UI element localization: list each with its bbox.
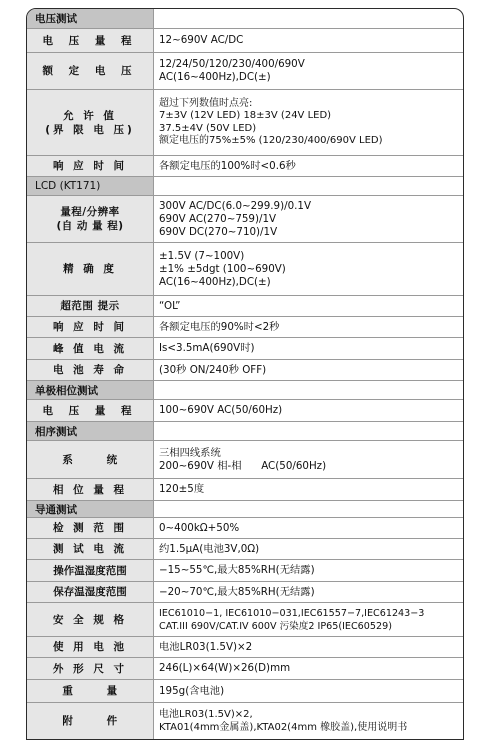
spec-row-detection-range — [27, 518, 463, 539]
spec-label: 峰 值 电 流 — [27, 338, 154, 359]
spec-row-lcd-response — [27, 317, 463, 338]
spec-value: 约1.5μA(电池3V,0Ω) — [159, 542, 260, 555]
spec-value: 195g(含电池) — [159, 684, 225, 697]
spec-table — [26, 8, 464, 740]
spec-value: 246(L)×64(W)×26(D)mm — [159, 662, 291, 674]
spec-label: 测 试 电 流 — [27, 539, 154, 559]
spec-value: −20~70℃,最大85%RH(无结露) — [159, 585, 315, 598]
spec-label: 操作温湿度范围 — [27, 560, 154, 581]
spec-row-voltage-range — [27, 29, 463, 53]
spec-value: 各额定电压的100%时<0.6秒 — [159, 159, 296, 172]
spec-row-test-current — [27, 539, 463, 560]
spec-row-allowed-value — [27, 90, 463, 156]
spec-value: 电池LR03(1.5V)×2, KTA01(4mm金属盖),KTA02(4mm 橡胶盖),使用说明书 — [159, 709, 408, 733]
spec-row-response-time — [27, 156, 463, 177]
section-header-single-phase — [27, 381, 463, 400]
spec-value: 电池LR03(1.5V)×2 — [159, 640, 253, 653]
section-header-lcd — [27, 177, 463, 196]
spec-label: 安 全 规 格 — [27, 603, 154, 636]
spec-label: 使 用 电 池 — [27, 637, 154, 657]
spec-value: 120±5度 — [159, 483, 205, 495]
section-header-phase-sequence — [27, 422, 463, 441]
spec-row-operating-environment — [27, 560, 463, 582]
section-title: 单极相位测试 — [27, 381, 154, 399]
spec-row-dimensions — [27, 658, 463, 680]
spec-value: 300V AC/DC(6.0~299.9)/0.1V 690V AC(270~759)/1V 690V DC(270~710)/1V — [159, 199, 312, 238]
spec-label: 允 许 值 (界 限 电 压) — [27, 90, 154, 155]
spec-value: −15~55℃,最大85%RH(无结露) — [159, 564, 315, 576]
spec-value: “OL” — [159, 299, 181, 312]
section-title: 导通测试 — [27, 501, 154, 517]
section-title: LCD (KT171) — [27, 177, 154, 195]
section-header-voltage — [27, 9, 463, 29]
spec-value: 12~690V AC/DC — [159, 34, 244, 46]
spec-value: 三相四线系统 200~690V 相-相 AC(50/60Hz) — [159, 446, 327, 472]
spec-label: 重 量 — [27, 680, 154, 702]
spec-row-battery — [27, 637, 463, 658]
spec-label: 检 测 范 围 — [27, 518, 154, 538]
spec-label: 响 应 时 间 — [27, 156, 154, 176]
spec-value: 各额定电压的90%时<2秒 — [159, 320, 280, 333]
spec-value: Is<3.5mA(690V时) — [159, 342, 255, 354]
spec-label: 量程/分辨率 (自 动 量 程) — [27, 196, 154, 242]
spec-row-lcd-overrange — [27, 296, 463, 317]
spec-value: IEC61010−1, IEC61010−031,IEC61557−7,IEC61243−3 CAT.III 690V/CAT.IV 600V 污染度2 IP65(IEC60529) — [159, 607, 425, 632]
spec-label: 附 件 — [27, 703, 154, 739]
spec-label: 相 位 量 程 — [27, 479, 154, 500]
spec-label: 精 确 度 — [27, 243, 154, 295]
spec-value: 超过下列数值时点亮: 7±3V (12V LED) 18±3V (24V LED) 37.5±4V (50V LED) 额定电压的75%±5% (120/230/400/690V LED) — [159, 97, 383, 146]
spec-label: 电 压 量 程 — [27, 29, 154, 52]
spec-row-lcd-peak-current — [27, 338, 463, 360]
spec-row-safety-standards — [27, 603, 463, 637]
spec-label: 超范围 提示 — [27, 296, 154, 316]
spec-label: 响 应 时 间 — [27, 317, 154, 337]
spec-row-rated-voltage — [27, 53, 463, 90]
spec-value: ±1.5V (7~100V) ±1% ±5dgt (100~690V) AC(16~400Hz),DC(±) — [159, 249, 286, 288]
spec-row-lcd-resolution — [27, 196, 463, 243]
spec-label: 电 压 量 程 — [27, 400, 154, 421]
spec-value: 12/24/50/120/230/400/690V AC(16~400Hz),DC(±) — [159, 58, 305, 83]
spec-label: 电 池 寿 命 — [27, 360, 154, 380]
spec-row-accessories — [27, 703, 463, 739]
spec-row-single-phase-range — [27, 400, 463, 422]
spec-value: 0~400kΩ+50% — [159, 521, 240, 534]
spec-row-phase-system — [27, 441, 463, 479]
spec-value: (30秒 ON/240秒 OFF) — [159, 363, 267, 376]
spec-row-lcd-battery-life — [27, 360, 463, 381]
section-title: 相序测试 — [27, 422, 154, 440]
spec-label: 保存温湿度范围 — [27, 582, 154, 602]
spec-row-lcd-accuracy — [27, 243, 463, 296]
spec-label: 外 形 尺 寸 — [27, 658, 154, 679]
spec-row-phase-range — [27, 479, 463, 501]
spec-label: 额 定 电 压 — [27, 53, 154, 89]
spec-label: 系 统 — [27, 441, 154, 478]
section-title: 电压测试 — [27, 9, 154, 28]
spec-value: 100~690V AC(50/60Hz) — [159, 404, 283, 416]
section-header-continuity — [27, 501, 463, 518]
spec-row-storage-environment — [27, 582, 463, 603]
spec-row-weight — [27, 680, 463, 703]
